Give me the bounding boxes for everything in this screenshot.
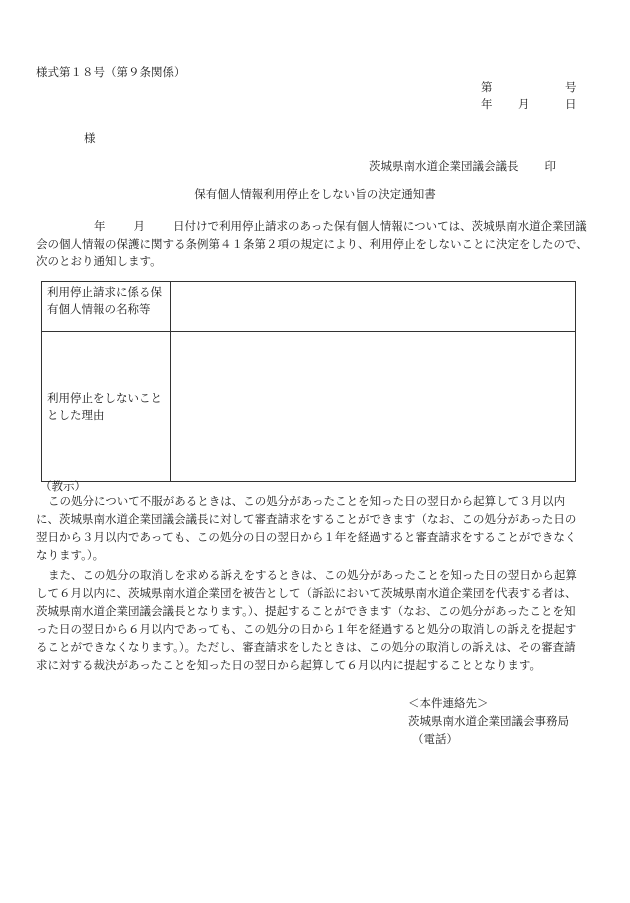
contact-heading: ＜本件連絡先＞	[408, 696, 489, 710]
date-month: 月	[518, 97, 530, 111]
contact-block	[408, 694, 569, 748]
intro-month: 月	[133, 219, 145, 233]
doc-number-prefix: 第	[481, 80, 493, 94]
table-row	[42, 282, 576, 332]
issuer	[369, 158, 556, 174]
intro-text: 日付けで利用停止請求のあった保有個人情報については、茨城県南水道企業団議会の個人情報の保護に関する条例第４１条第２項の規定により、利用停止をしないことに決定をしたので、次のとおり通知します。	[36, 219, 588, 268]
table-value	[171, 332, 576, 482]
date-year: 年	[481, 97, 493, 111]
notice-paragraph-2: また、この処分の取消しを求める訴えをするときは、この処分があったことを知った日の翌日から起算して６月以内に、茨城県南水道企業団を被告として（訴訟において茨城県南水道企業団を代表する者は、茨城県南水道企業団議会議長となります。）、提起することができます（なお、この処分があったことを知った日の翌日から６月以内であっても、この処分の日から１年を経過すると処分の取消しの訴えを提起することができなくなります。）。ただし、審査請求をしたときは、この処分の取消しの訴えは、その審査請求に対する裁決があったことを知った日の翌日から起算して６月以内に提起することとなります。	[36, 568, 577, 672]
table-label: 利用停止をしないこととした理由	[42, 332, 171, 482]
date-day: 日	[565, 97, 577, 111]
contact-office: 茨城県南水道企業団議会事務局	[408, 714, 569, 728]
form-number: 様式第１８号（第９条関係）	[36, 65, 186, 79]
doc-number-suffix: 号	[565, 80, 577, 94]
issue-date	[481, 96, 577, 112]
intro-year: 年	[94, 219, 106, 233]
issuer-name: 茨城県南水道企業団議会議長	[369, 159, 519, 173]
table-row	[42, 332, 576, 482]
table-label: 利用停止請求に係る保有個人情報の名称等	[42, 282, 171, 332]
contact-phone: （電話）	[412, 732, 458, 746]
page-title: 保有個人情報利用停止をしない旨の決定通知書	[194, 187, 436, 201]
info-table	[41, 281, 576, 482]
document-number	[481, 79, 577, 95]
addressee: 様	[84, 131, 96, 145]
table-value	[171, 282, 576, 332]
notice-paragraph-1: この処分について不服があるときは、この処分があったことを知った日の翌日から起算して３月以内に、茨城県南水道企業団議会議長に対して審査請求をすることができます（なお、この処分があった日の翌日から３月以内であっても、この処分の日の翌日から１年を経過すると審査請求をすることができなくなります。）。	[36, 494, 577, 562]
seal-mark: 印	[544, 159, 556, 173]
intro-paragraph	[36, 218, 592, 271]
notice-heading: （教示）	[40, 479, 86, 493]
